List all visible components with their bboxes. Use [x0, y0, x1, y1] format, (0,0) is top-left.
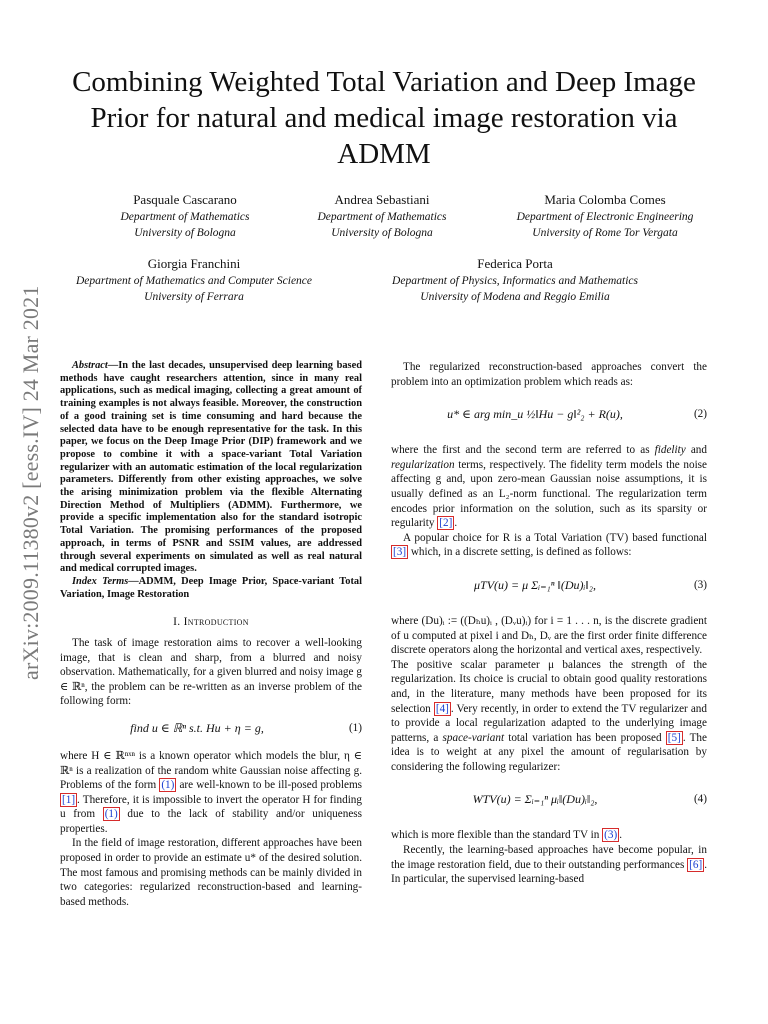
equation-2: [391, 395, 707, 437]
text-run: terms, respectively. The fidelity term models the noise affecting g and, upon zero-mean Gaussian noise assumptions, it is usually defined as an L₂-norm functional. The regularization term encodes prior information on the solution, such as its sparsity or regularity: [391, 458, 707, 530]
abstract-label: Abstract: [72, 360, 108, 371]
section-heading: I. Introduction: [173, 616, 249, 629]
body-paragraph: [391, 828, 707, 843]
equation-ref-link[interactable]: (3): [604, 829, 618, 842]
text-run: which, in a discrete setting, is defined as follows:: [408, 546, 632, 559]
text-run: .: [454, 517, 458, 530]
intro-paragraph: [60, 749, 362, 837]
abstract: [60, 360, 362, 576]
equation-number: (4): [693, 793, 707, 806]
arxiv-side-stamp: arXiv:2009.11380v2 [eess.IV] 24 Mar 2021: [18, 285, 43, 680]
citation-link[interactable]: [1]: [62, 793, 76, 806]
emphasis: regularization: [391, 458, 455, 471]
emphasis: fidelity: [654, 444, 686, 457]
citation-link[interactable]: [2]: [439, 517, 453, 530]
paper-title: Combining Weighted Total Variation and Deep Image Prior for natural and medical image restoration via ADMM: [72, 66, 696, 170]
body-paragraph: [391, 531, 707, 560]
author-block: [296, 192, 468, 242]
equation-body: u* ∈ arg min_u ½‖Hu − g‖²₂ + R(u),: [447, 407, 623, 422]
author-name: Maria Colomba Comes: [544, 192, 666, 207]
equation-4: [391, 780, 707, 822]
author-name: Federica Porta: [477, 256, 553, 271]
index-terms: [60, 576, 362, 601]
equation-3: [391, 566, 707, 608]
text-run: are well-known to be ill-posed problems: [176, 779, 362, 792]
author-name: Giorgia Franchini: [147, 256, 241, 271]
author-block: [56, 256, 332, 306]
equation-number: (2): [693, 408, 707, 421]
citation-link[interactable]: [6]: [689, 858, 703, 871]
text-run: which is more flexible than the standard TV in: [391, 829, 603, 842]
text-run: . The idea is to weight at any pixel the amount of regularisation by considering the following regularizer:: [391, 731, 707, 773]
body-paragraph: [391, 843, 707, 887]
abstract-text: —In the last decades, unsupervised deep learning based methods have caught researchers attention, since in many real applications, such as medical imaging, collecting a great amount of training examples is not always feasible. Moreover, the construction of a good training set is time consuming and hard because the selected data have to be enough representative for the task. In this paper, we focus on the Deep Image Prior (DIP) framework and we propose to combine it with a space-variant Total Variation regularizer with an automatic estimation of the local regularization parameters. Differently from other existing approaches, we solve the arising minimization problem via the flexible Alternating Direction Method of Multipliers (ADMM). Furthermore, we provide a specific implementation also for the standard isotropic Total Variation. The promising performances of the proposed approach, in terms of PSNR and SSIM values, are addressed through several experiments on simulated as well as real natural and medical corrupted images.: [60, 360, 362, 575]
intro-paragraph: The task of image restoration aims to recover a well-looking image, that is clean and sharp, from a blurred and noisy observation. Mathematically, for a given blurred and noisy image g ∈ ℝⁿ, the problem can be re-written as an inverse problem of the following form:: [60, 636, 362, 708]
citation-link[interactable]: [4]: [435, 702, 449, 715]
equation-1: [60, 715, 362, 743]
text-run: due to the lack of stability and/or uniqueness properties.: [60, 808, 362, 835]
right-column: [391, 360, 707, 887]
text-run: total variation has been proposed: [504, 731, 666, 744]
text-run: The positive scalar parameter μ balances the strength of the regularization. Its choice is crucial to obtain good quality restorations and, in the literature, many methods have been proposed for its selection: [391, 658, 707, 715]
author-department: Department of Electronic Engineering: [516, 210, 694, 223]
author-department: Department of Mathematics and Computer Science: [75, 274, 313, 287]
author-department: Department of Mathematics: [317, 210, 447, 223]
equation-body: WTV(u) = Σᵢ₌₁ⁿ μᵢ‖(Du)ᵢ‖₂,: [472, 792, 598, 807]
author-university: University of Ferrara: [144, 291, 244, 303]
emphasis: space-variant: [442, 731, 505, 744]
author-university: University of Modena and Reggio Emilia: [420, 291, 610, 303]
text-run: . Therefore, it is impossible to invert the operator H for finding u from: [60, 793, 362, 821]
author-block: [100, 192, 270, 242]
body-paragraph: [391, 658, 707, 775]
author-university: University of Bologna: [331, 227, 433, 239]
citation-link[interactable]: [3]: [393, 546, 407, 559]
intro-paragraph: In the field of image restoration, different approaches have been proposed in order to provide an estimate u* of the desired solution. The most famous and promising methods can be mainly divided in two categories: regularized reconstruction-based and learning-based methods.: [60, 837, 362, 908]
text-run: and: [685, 444, 707, 457]
text-run: . Very recently, in order to extend the TV regularizer and to provide a local regularization adapted to the underlying image patterns, a: [391, 702, 707, 744]
equation-ref-link[interactable]: (1): [104, 808, 118, 821]
author-university: University of Bologna: [134, 227, 236, 239]
text-run: .: [619, 829, 623, 842]
author-department: Department of Physics, Informatics and Mathematics: [392, 274, 638, 287]
author-block: [370, 256, 660, 306]
body-paragraph: The regularized reconstruction-based approaches convert the problem into an optimization problem which reads as:: [391, 361, 707, 388]
body-paragraph: where (Du)ᵢ := ((Dₕu)ᵢ , (Dᵥu)ᵢ) for i = 1 . . . n, is the discrete gradient of u computed at pixel i and Dₕ, Dᵥ are the first order finite difference discrete operators along the horizontal and vertical axes, respectively.: [391, 614, 707, 657]
author-name: Pasquale Cascarano: [133, 192, 237, 207]
equation-number: (3): [693, 578, 707, 591]
text-run: . In particular, the supervised learning-based: [391, 858, 707, 886]
index-terms-label: Index Terms: [72, 575, 129, 587]
author-department: Department of Mathematics: [120, 210, 250, 223]
equation-body: find u ∈ ℝⁿ s.t. Hu + η = g,: [130, 720, 264, 735]
left-column: [60, 360, 362, 909]
equation-ref-link[interactable]: (1): [161, 779, 175, 792]
text-run: where the first and the second term are referred to as: [391, 444, 655, 457]
author-university: University of Rome Tor Vergata: [532, 227, 678, 239]
equation-number: (1): [348, 721, 362, 734]
text-run: where H ∈ ℝⁿˣⁿ is a known operator which models the blur, η ∈ ℝⁿ is a realization of the random white Gaussian noise affecting g. Problems of the form: [60, 749, 362, 792]
index-terms-text: —ADMM, Deep Image Prior, Space-variant Total Variation, Image Restoration: [60, 575, 362, 600]
body-paragraph: [391, 443, 707, 531]
author-block: [500, 192, 710, 242]
text-run: A popular choice for R is a Total Variation (TV) based functional: [403, 531, 707, 544]
citation-link[interactable]: [5]: [667, 731, 681, 744]
text-run: Recently, the learning-based approaches have become popular, in the image restoration field, due to their outstanding performances: [391, 844, 707, 871]
author-name: Andrea Sebastiani: [334, 192, 430, 207]
equation-body: μTV(u) = μ Σᵢ₌₁ⁿ ‖(Du)ᵢ‖₂,: [474, 577, 596, 592]
